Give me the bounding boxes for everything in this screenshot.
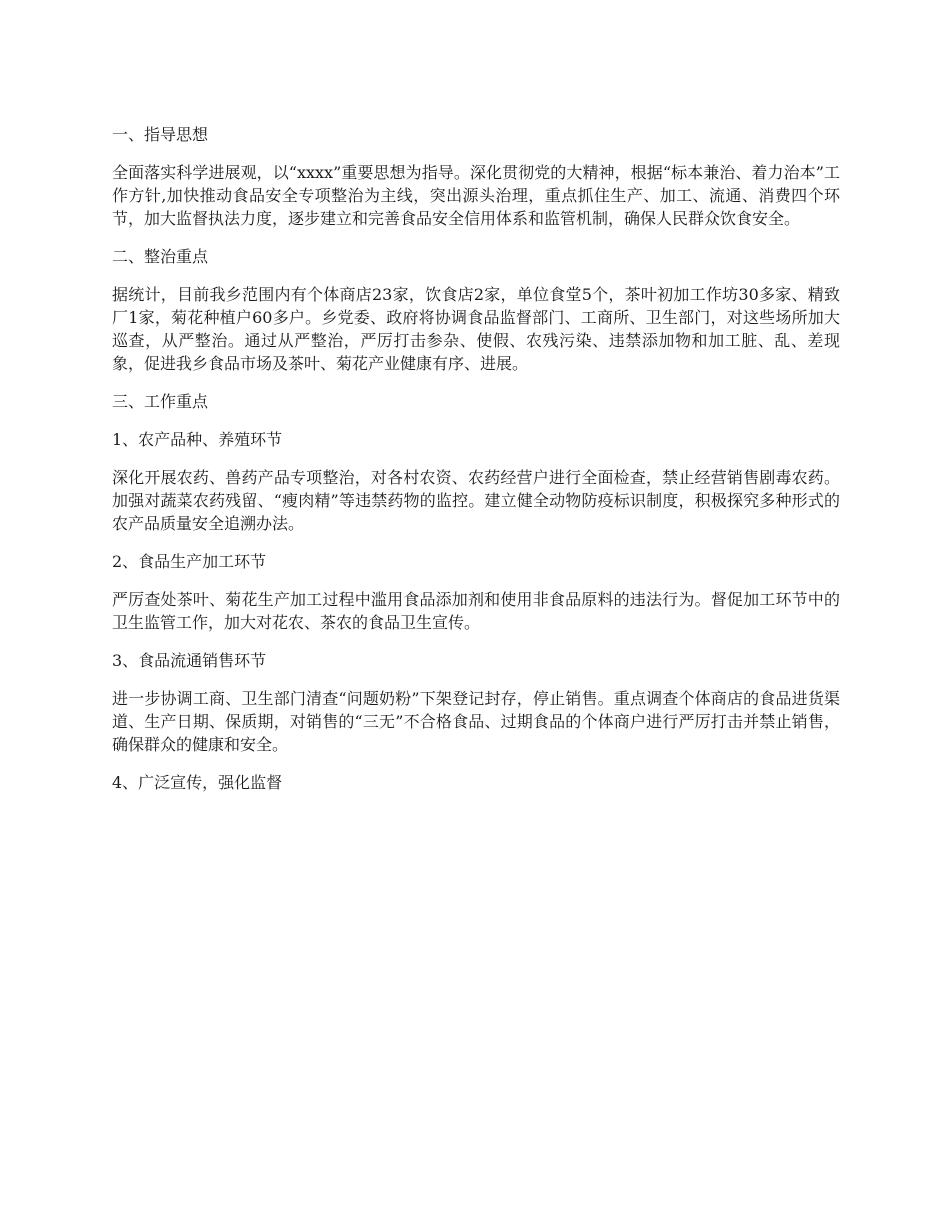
subheading-publicity-supervision: 4、广泛宣传，强化监督 xyxy=(112,773,283,792)
paragraph-agriculture: 深化开展农药、兽药产品专项整治，对各村农资、农药经营户进行全面检查，禁止经营销售剧毒农药。加强对蔬菜农药残留、“瘦肉精”等违禁药物的监控。建立健全动物防疫标识制度，积极探究多种形式的农产品质量安全追溯办法。 xyxy=(112,468,840,533)
paragraph-rectification-focus: 据统计，目前我乡范围内有个体商店23家，饮食店2家，单位食堂5个，茶叶初加工作坊30多家、精致厂1家，菊花种植户60多户。乡党委、政府将协调食品监督部门、工商所、卫生部门，对这些场所加大巡查，从严整治。通过从严整治，严厉打击参杂、使假、农残污染、违禁添加物和加工脏、乱、差现象，促进我乡食品市场及茶叶、菊花产业健康有序、进展。 xyxy=(112,285,840,373)
section-heading-work-focus: 三、工作重点 xyxy=(112,392,209,411)
subheading-agriculture: 1、农产品种、养殖环节 xyxy=(112,430,283,449)
subheading-food-processing: 2、食品生产加工环节 xyxy=(112,552,267,571)
section-heading-guiding-ideology: 一、指导思想 xyxy=(112,125,209,144)
paragraph-food-processing: 严厉查处茶叶、菊花生产加工过程中滥用食品添加剂和使用非食品原料的违法行为。督促加工环节中的卫生监管工作，加大对花农、茶农的食品卫生宣传。 xyxy=(112,590,840,632)
paragraph-food-circulation: 进一步协调工商、卫生部门清查“问题奶粉”下架登记封存，停止销售。重点调查个体商店的食品进货渠道、生产日期、保质期，对销售的“三无”不合格食品、过期食品的个体商户进行严厉打击并禁止销售，确保群众的健康和安全。 xyxy=(112,689,840,754)
paragraph-guiding-ideology: 全面落实科学进展观，以“xxxx”重要思想为指导。深化贯彻党的大精神，根据“标本兼治、着力治本”工作方针,加快推动食品安全专项整治为主线，突出源头治理，重点抓住生产、加工、流通、消费四个环节，加大监督执法力度，逐步建立和完善食品安全信用体系和监管机制，确保人民群众饮食安全。 xyxy=(112,163,840,228)
subheading-food-circulation: 3、食品流通销售环节 xyxy=(112,651,267,670)
section-heading-rectification-focus: 二、整治重点 xyxy=(112,247,209,266)
